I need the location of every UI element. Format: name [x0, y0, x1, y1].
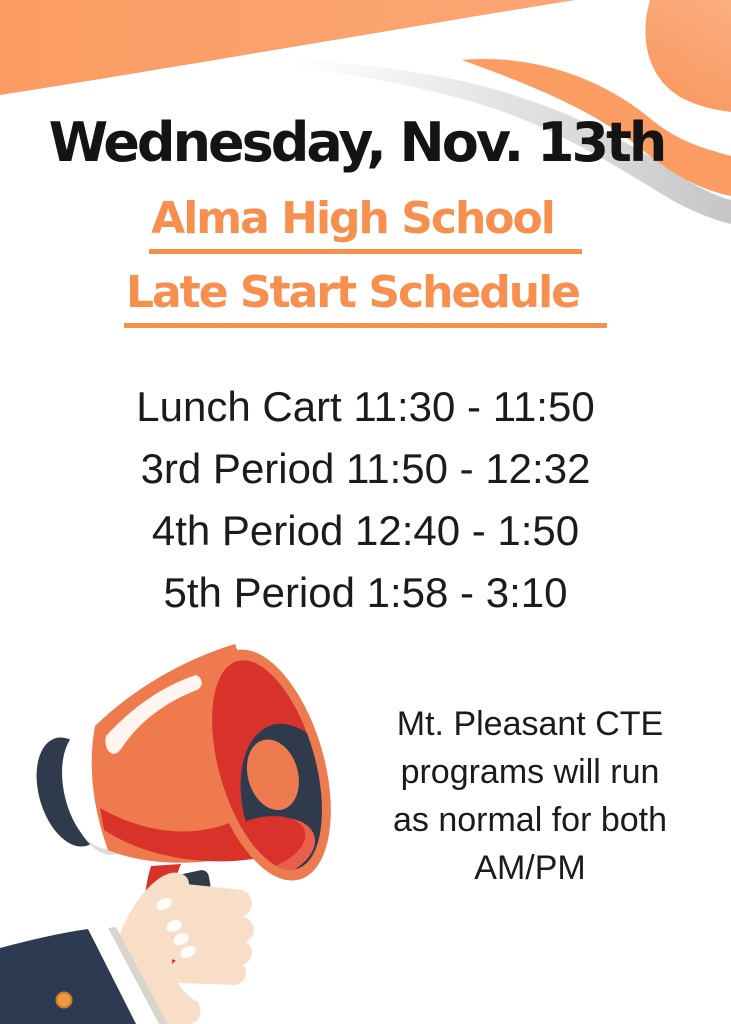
school-name-heading	[0, 192, 731, 266]
cte-note-line: AM/PM	[474, 849, 586, 887]
cte-note-line: Mt. Pleasant CTE	[396, 705, 664, 743]
late-start-heading	[0, 266, 731, 340]
school-name-text: Alma High School	[149, 192, 582, 254]
cte-note-line: as normal for both	[392, 801, 668, 839]
cte-note	[334, 700, 726, 892]
schedule-list	[0, 376, 731, 624]
top-orange-band	[0, 0, 575, 95]
flyer-headings	[0, 192, 731, 340]
late-start-text: Late Start Schedule	[124, 266, 607, 328]
schedule-line: 3rd Period 11:50 - 12:32	[140, 445, 591, 492]
cte-note-line: programs will run	[400, 753, 660, 791]
schedule-line: Lunch Cart 11:30 - 11:50	[136, 383, 595, 430]
megaphone-illustration	[0, 618, 365, 1024]
corner-orange-wedge	[645, 0, 731, 112]
schedule-line: 5th Period 1:58 - 3:10	[163, 569, 568, 616]
date-title: Wednesday, Nov. 13th	[48, 111, 665, 174]
schedule-line: 4th Period 12:40 - 1:50	[151, 507, 580, 554]
sleeve-button	[57, 993, 72, 1008]
